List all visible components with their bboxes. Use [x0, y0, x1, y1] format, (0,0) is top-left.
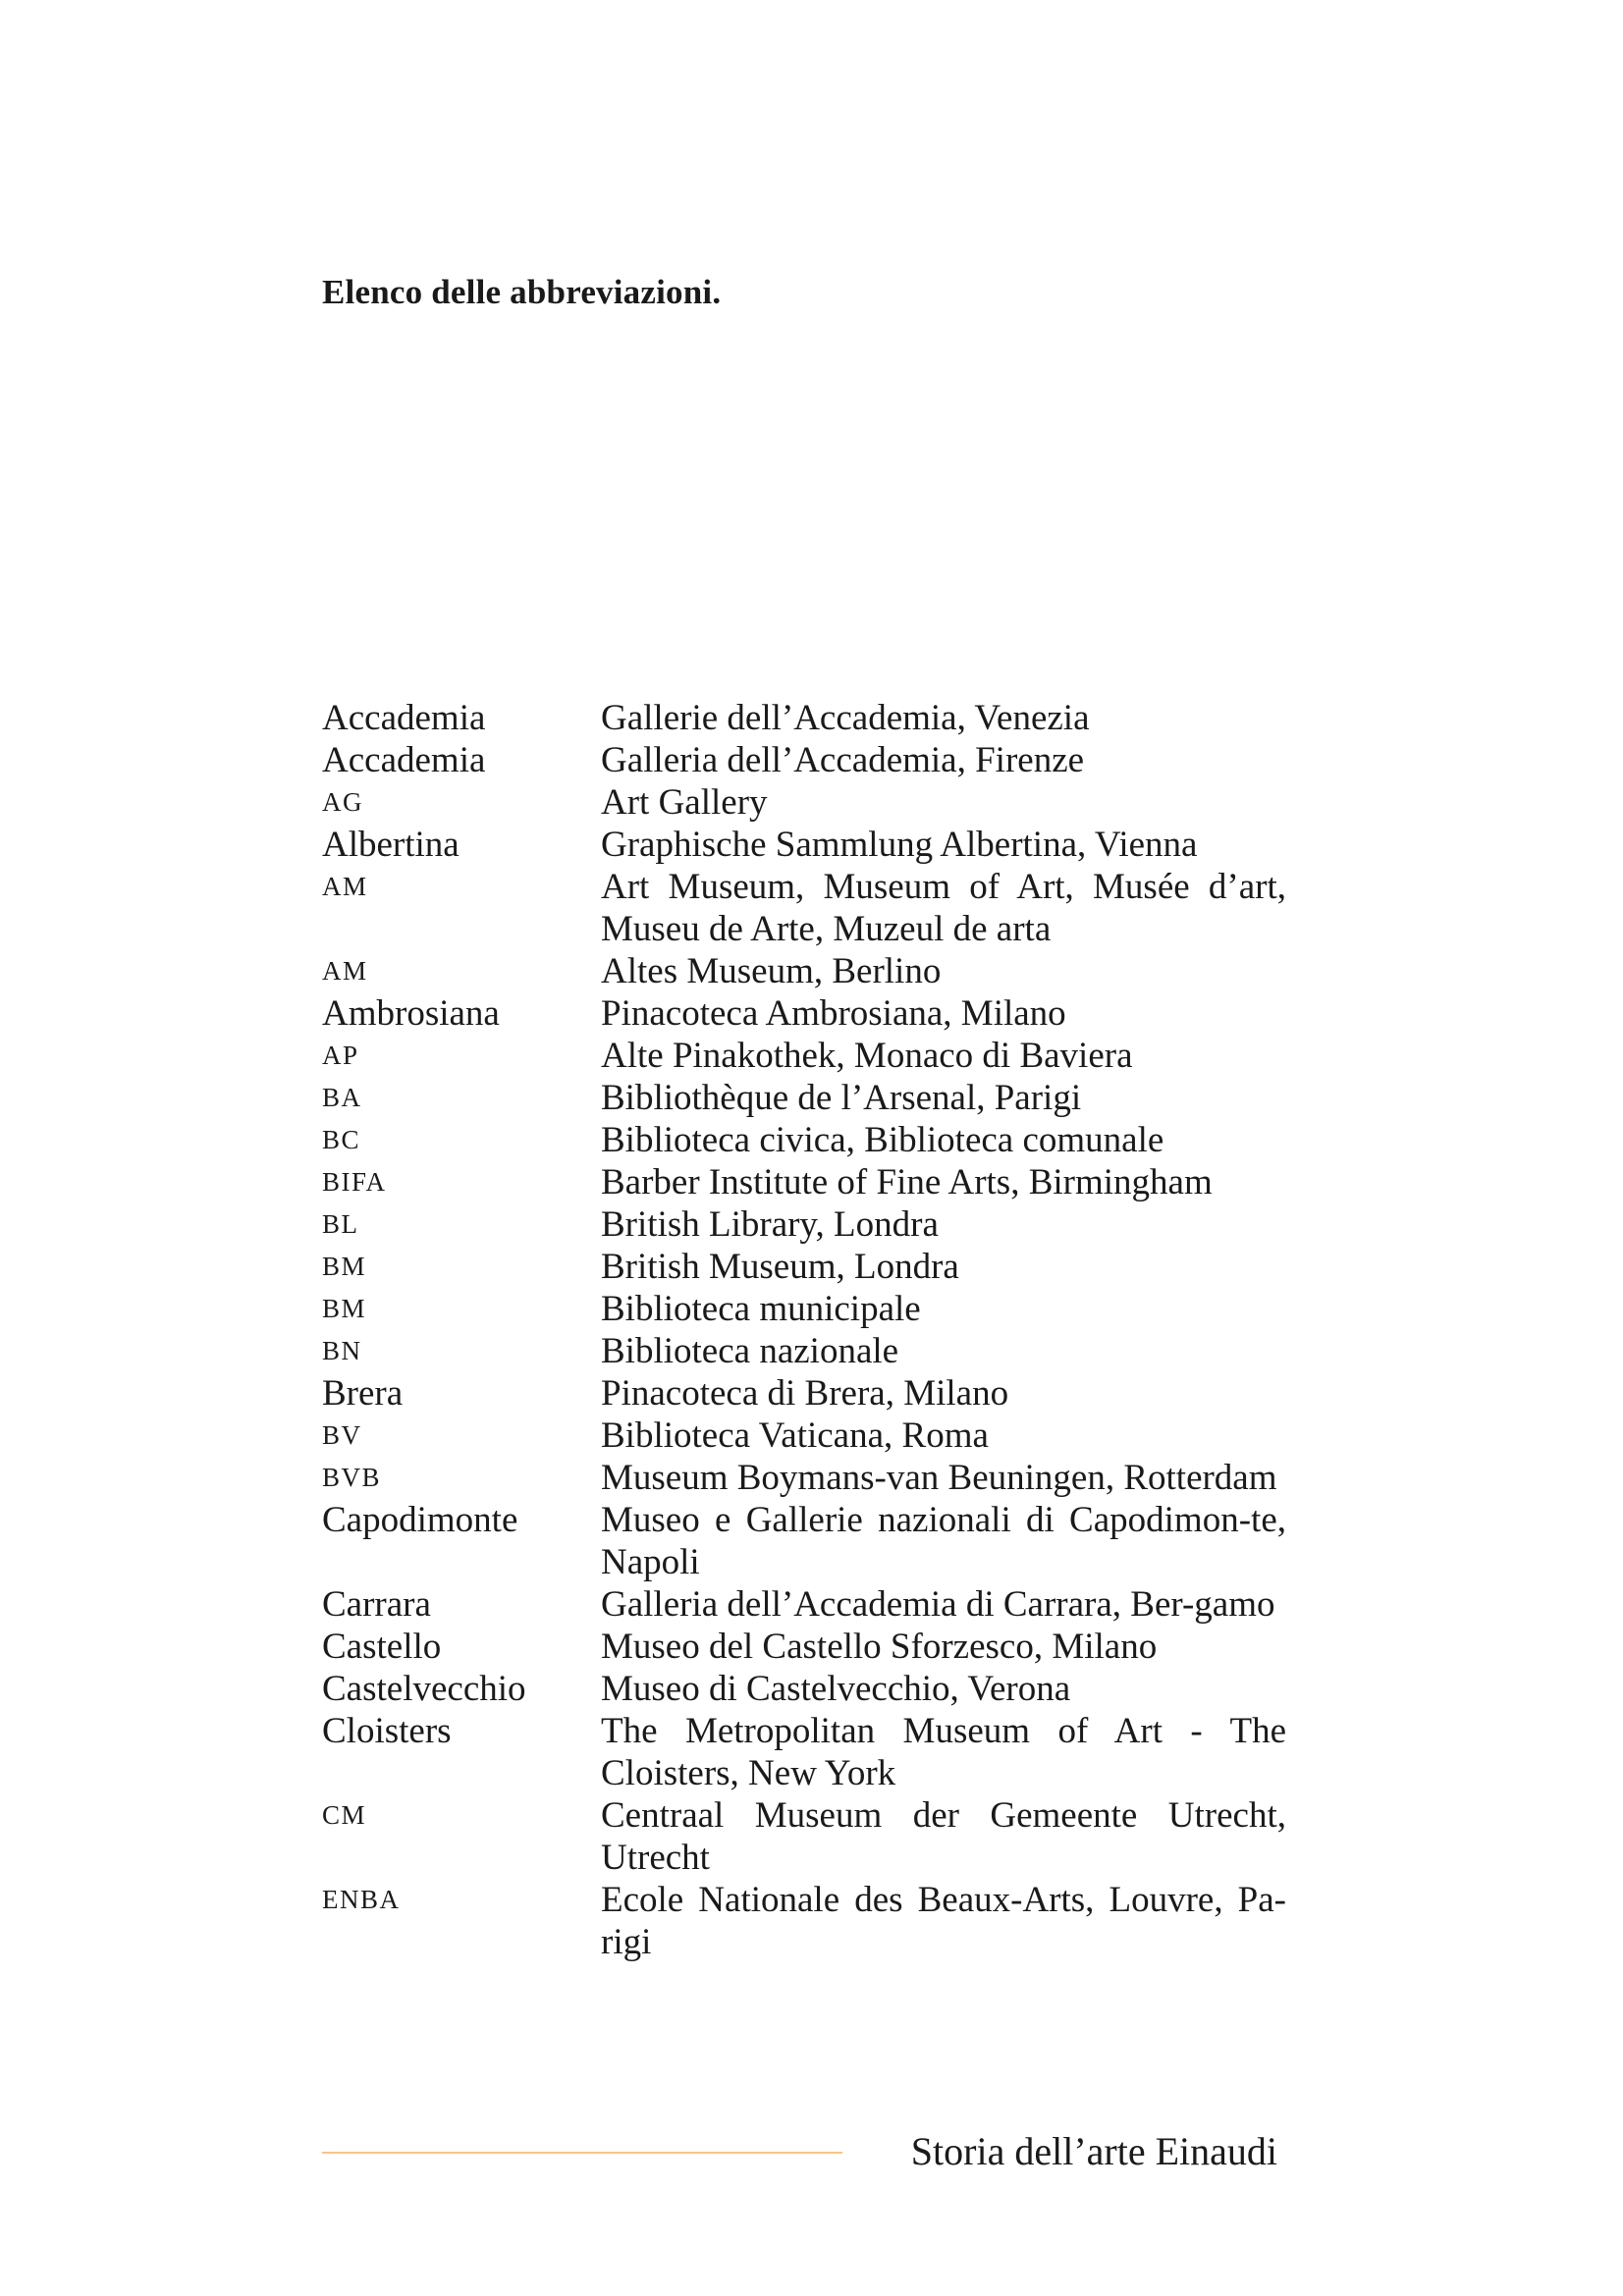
abbreviation-term: AG [322, 787, 363, 817]
abbreviation-term: BN [322, 1336, 362, 1365]
abbreviation-entry [322, 1203, 1286, 1246]
footer-text: Storia dell’arte Einaudi [910, 2129, 1277, 2173]
abbreviation-term: Capodimonte [322, 1500, 518, 1540]
abbreviation-description: Alte Pinakothek, Monaco di Baviera [601, 1036, 1133, 1076]
abbreviation-entry [322, 1668, 1286, 1710]
abbreviation-description: British Museum, Londra [601, 1247, 959, 1287]
abbreviation-term: BVB [322, 1463, 382, 1492]
abbreviation-term: BA [322, 1083, 362, 1112]
abbreviation-entry [322, 1879, 1286, 1963]
abbreviation-term: Accademia [322, 698, 486, 738]
abbreviation-term: Carrara [322, 1584, 431, 1625]
abbreviation-term: CM [322, 1800, 367, 1830]
abbreviation-term: Ambrosiana [322, 993, 500, 1034]
abbreviation-description: Biblioteca municipale [601, 1289, 921, 1329]
abbreviation-term: AM [322, 956, 368, 986]
abbreviation-term: Castello [322, 1627, 442, 1667]
abbreviation-description: Pinacoteca di Brera, Milano [601, 1373, 1009, 1414]
abbreviation-entry [322, 950, 1286, 992]
abbreviation-description: Centraal Museum der Gemeente Utrecht, Utrecht [601, 1795, 1286, 1878]
abbreviation-description: Altes Museum, Berlino [601, 951, 942, 991]
abbreviation-entry [322, 1794, 1286, 1879]
abbreviation-entry [322, 1583, 1286, 1626]
abbreviation-entry [322, 1161, 1286, 1203]
abbreviation-term: Brera [322, 1373, 404, 1414]
abbreviation-term: Albertina [322, 825, 460, 865]
page-title: Elenco delle abbreviazioni. [322, 273, 722, 311]
abbreviation-term: BC [322, 1125, 361, 1154]
abbreviation-description: The Metropolitan Museum of Art - The Cloisters, New York [601, 1711, 1286, 1793]
abbreviation-description: Pinacoteca Ambrosiana, Milano [601, 993, 1066, 1034]
abbreviation-entry [322, 1499, 1286, 1583]
abbreviation-description: Galleria dell’Accademia, Firenze [601, 740, 1085, 780]
abbreviation-entry [322, 824, 1286, 866]
abbreviation-entry [322, 866, 1286, 950]
abbreviation-entry [322, 1372, 1286, 1415]
abbreviation-entry [322, 1035, 1286, 1077]
abbreviation-term: BM [322, 1252, 367, 1281]
abbreviation-term: AM [322, 872, 368, 901]
abbreviation-entry [322, 1077, 1286, 1119]
abbreviation-term: AP [322, 1041, 359, 1070]
abbreviation-entry [322, 697, 1286, 739]
abbreviation-entry [322, 1246, 1286, 1288]
footer-divider [322, 2152, 842, 2154]
abbreviation-entry [322, 1626, 1286, 1668]
abbreviation-entry [322, 1710, 1286, 1794]
abbreviation-entry [322, 1415, 1286, 1457]
abbreviation-entry [322, 1330, 1286, 1372]
abbreviation-entry [322, 781, 1286, 824]
abbreviation-list [322, 697, 1286, 1963]
abbreviation-description: Museo e Gallerie nazionali di Capodimon-te, Napoli [601, 1500, 1286, 1582]
abbreviation-description: Museo del Castello Sforzesco, Milano [601, 1627, 1158, 1667]
abbreviation-description: Ecole Nationale des Beaux-Arts, Louvre, Pa-rigi [601, 1880, 1286, 1962]
abbreviation-entry [322, 1457, 1286, 1499]
abbreviation-description: Art Museum, Museum of Art, Musée d’art, Museu de Arte, Muzeul de arta [601, 867, 1286, 949]
abbreviation-entry [322, 1119, 1286, 1161]
abbreviation-description: Biblioteca Vaticana, Roma [601, 1415, 989, 1456]
abbreviation-description: Gallerie dell’Accademia, Venezia [601, 698, 1090, 738]
abbreviation-description: Barber Institute of Fine Arts, Birmingham [601, 1162, 1213, 1202]
abbreviation-description: Art Gallery [601, 782, 768, 823]
abbreviation-term: BIFA [322, 1167, 387, 1197]
abbreviation-description: Bibliothèque de l’Arsenal, Parigi [601, 1078, 1082, 1118]
abbreviation-description: Museum Boymans-van Beuningen, Rotterdam [601, 1458, 1277, 1498]
abbreviation-term: ENBA [322, 1885, 401, 1914]
abbreviation-term: BL [322, 1209, 359, 1239]
abbreviation-term: BM [322, 1294, 367, 1323]
abbreviation-description: Museo di Castelvecchio, Verona [601, 1669, 1071, 1709]
abbreviation-entry [322, 1288, 1286, 1330]
abbreviation-description: Galleria dell’Accademia di Carrara, Ber-gamo [601, 1584, 1275, 1625]
abbreviation-description: Biblioteca nazionale [601, 1331, 899, 1371]
abbreviation-description: Biblioteca civica, Biblioteca comunale [601, 1120, 1164, 1160]
abbreviation-entry [322, 992, 1286, 1035]
abbreviation-term: Accademia [322, 740, 486, 780]
abbreviation-entry [322, 739, 1286, 781]
abbreviation-description: Graphische Sammlung Albertina, Vienna [601, 825, 1198, 865]
abbreviation-description: British Library, Londra [601, 1204, 939, 1245]
abbreviation-term: BV [322, 1420, 362, 1450]
abbreviation-term: Castelvecchio [322, 1669, 526, 1709]
abbreviation-term: Cloisters [322, 1711, 452, 1751]
